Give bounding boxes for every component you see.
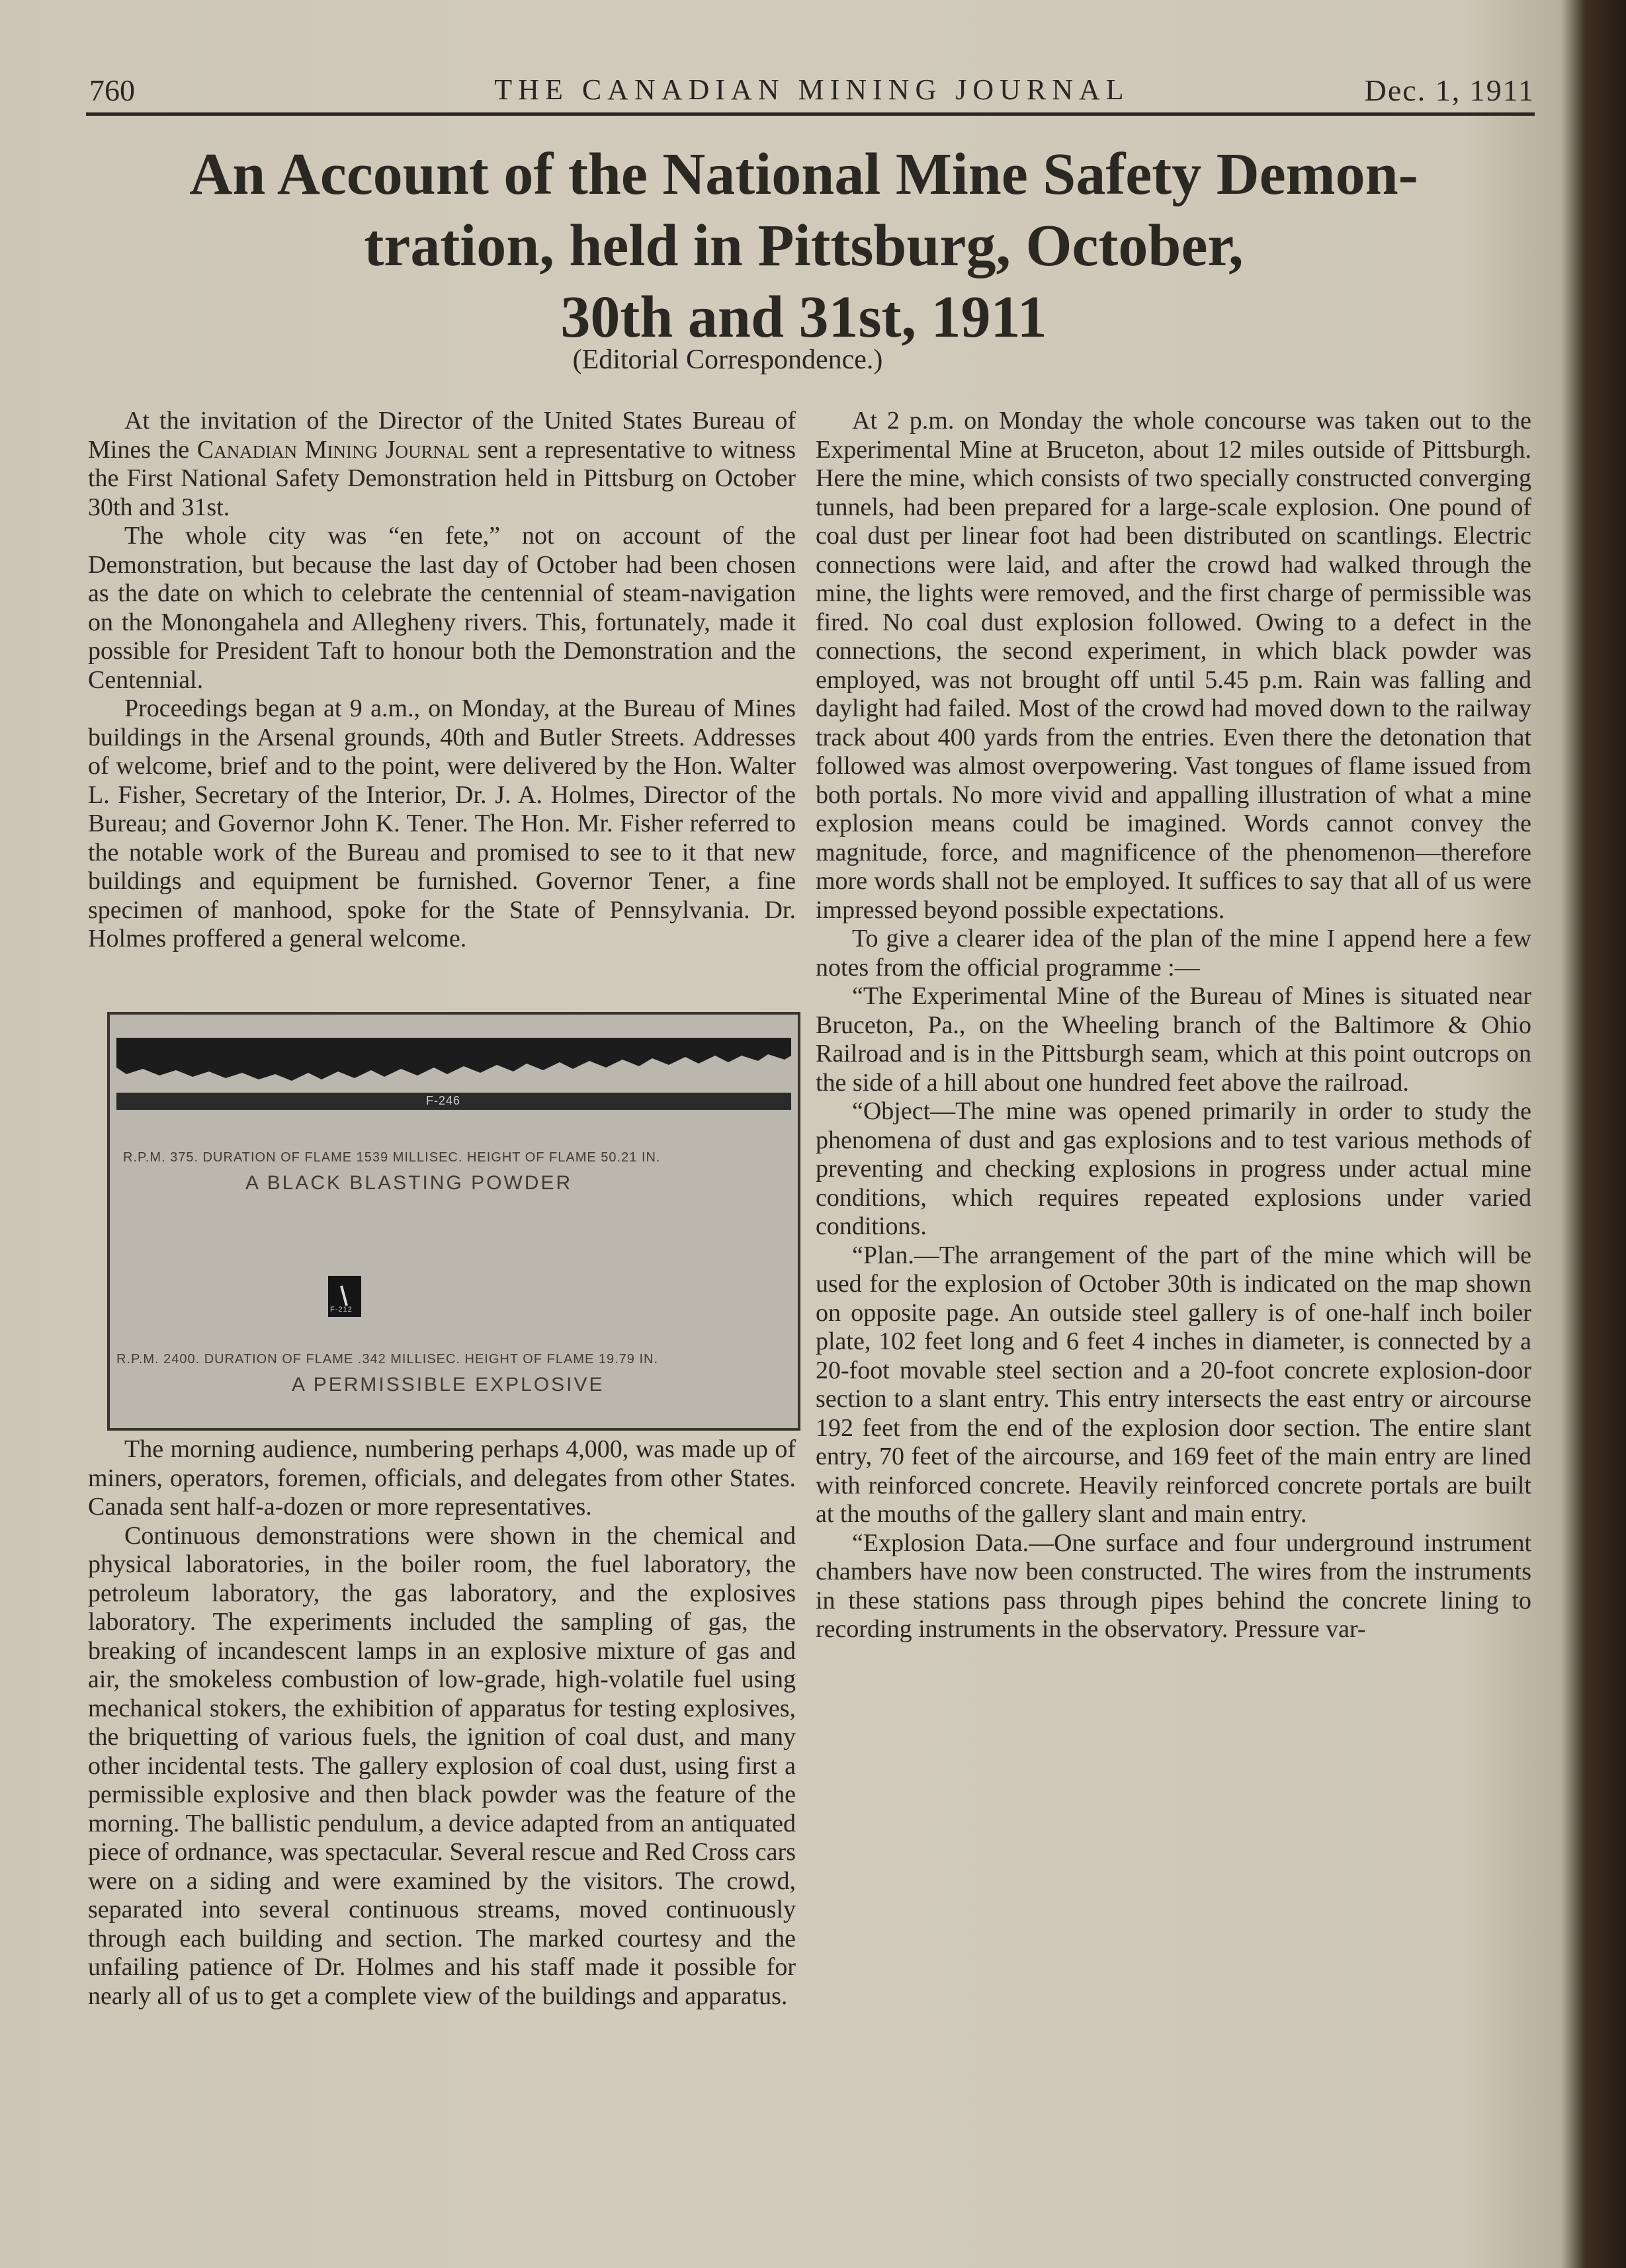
col1-paragraph-4: The morning audience, numbering perhaps 4,000, was made up of miners, operators, foremen, officials, and delegates from other States. Canada sent half-a-dozen or more representatives. (88, 1435, 796, 1521)
byline: (Editorial Correspondence.) (572, 345, 883, 375)
col1-paragraph-1: At the invitation of the Director of the United States Bureau of Mines the Canadian Mining Journal sent a representative to witness the First National Safety Demonstration held in Pittsburg on October 30th and 31st. (88, 407, 796, 521)
col1-paragraph-5: Continuous demonstrations were shown in the chemical and physical laboratories, in the boiler room, the fuel laboratory, the petroleum laboratory, the gas laboratory, and the explosives laboratory. The experiments included the sampling of gas, the breaking of incandescent lamps in an explosive mixture of gas and air, the smokeless combustion of low-grade, high-volatile fuel using mechanical stokers, the exhibition of apparatus for testing explosives, the briquetting of various fuels, the ignition of coal dust, and many other incidental tests. The gallery explosion of coal dust, using first a permissible explosive and then black powder was the feature of the morning. The ballistic pendulum, a device adapted from an antiquated piece of ordnance, was spectacular. Several rescue and Red Cross cars were on a siding and were examined by the visitors. The crowd, separated into several continuous streams, moved continuously through each building and section. The marked courtesy and the unfailing patience of Dr. Holmes and his staff made it possible for nearly all of us to get a complete view of the buildings and apparatus. (88, 1521, 796, 2010)
col1-paragraph-2: The whole city was “en fete,” not on account of the Demonstration, but because the last day of October had been chosen as the date on which to celebrate the centennial of steam-navigation on the Monongahela and Allegheny rivers. This, fortunately, made it possible for President Taft to honour both the Demonstration and the Centennial. (88, 522, 796, 694)
col2-paragraph-2: To give a clearer idea of the plan of the mine I append here a few notes from the official programme :— (816, 925, 1531, 982)
issue-date: Dec. 1, 1911 (1364, 73, 1535, 107)
record-1-label: F-246 (426, 1094, 461, 1107)
article-title (93, 139, 1515, 353)
col1-paragraph-3: Proceedings began at 9 a.m., on Monday, at the Bureau of Mines buildings in the Arsenal grounds, 40th and Butler Streets. Addresses of welcome, brief and to the point, were delivered by the Hon. Walter L. Fisher, Secretary of the Interior, Dr. J. A. Holmes, Director of the Bureau; and Governor John K. Tener. The Hon. Mr. Fisher referred to the notable work of the Bureau and promised to see to it that new buildings and equipment be furnished. Governor Tener, a fine specimen of manhood, spoke for the State of Pennsylvania. Dr. Holmes proffered a general welcome. (88, 694, 796, 952)
header-rule (86, 112, 1535, 116)
record-1-title: A BLACK BLASTING POWDER (245, 1172, 573, 1194)
page-number: 760 (89, 73, 135, 107)
title-line-1: An Account of the National Mine Safety Demon- (189, 142, 1418, 207)
column-1-top (88, 407, 796, 989)
column-1-bottom (88, 1435, 796, 2143)
record-2-caption: R.P.M. 2400. DURATION OF FLAME .342 MILLISEC. HEIGHT OF FLAME 19.79 IN. (116, 1352, 658, 1366)
col2-paragraph-4: “Object—The mine was opened primarily in order to study the phenomena of dust and gas explosions and to test various methods of preventing and checking explosions in progress under actual mine conditions, which requires repeated explosions under varied conditions. (816, 1097, 1531, 1240)
flame-record-figure (107, 1012, 800, 1431)
title-line-2: tration, held in Pittsburg, October, (364, 213, 1244, 278)
journal-name-inline: Canadian Mining Journal (196, 435, 470, 464)
journal-name: THE CANADIAN MINING JOURNAL (494, 73, 1130, 106)
column-2 (816, 407, 1531, 2150)
col2-paragraph-6: “Explosion Data.—One surface and four underground instrument chambers have now been constructed. The wires from the instruments in these stations pass through pipes behind the concrete lining to recording instruments in the observatory. Pressure var- (816, 1529, 1531, 1643)
record-2-label: F-212 (330, 1306, 353, 1314)
col2-paragraph-1: At 2 p.m. on Monday the whole concourse was taken out to the Experimental Mine at Bruceton, about 12 miles outside of Pittsburgh. Here the mine, which consists of two specially constructed converging tunnels, had been prepared for a large-scale explosion. One pound of coal dust per linear foot had been distributed on scantlings. Electric connections were laid, and after the crowd had walked through the mine, the lights were removed, and the first charge of permissible was fired. No coal dust explosion followed. Owing to a defect in the connections, the second experiment, in which black powder was employed, was not brought off until 5.45 p.m. Rain was falling and daylight had failed. Most of the crowd had moved down to the railway track about 400 yards from the entries. Even there the detonation that followed was almost overpowering. Vast tongues of flame issued from both portals. No more vivid and appalling illustration of what a mine explosion means could be imagined. Words cannot convey the magnitude, force, and magnificence of the phenomenon—therefore more words shall not be employed. It suffices to say that all of us were impressed beyond possible expectations. (816, 407, 1531, 924)
col2-paragraph-5: “Plan.—The arrangement of the part of the mine which will be used for the explosion of October 30th is indicated on the map shown on opposite page. An outside steel gallery is of one-half inch boiler plate, 102 feet long and 6 feet 4 inches in diameter, is connected by a 20-foot movable steel section and a 20-foot concrete explosion-door section to a slant entry. This entry intersects the east entry or aircourse 192 feet from the end of the explosion door section. The entire slant entry, 70 feet of the aircourse, and 169 feet of the main entry are lined with reinforced concrete. Heavily reinforced concrete portals are built at the mouths of the gallery slant and main entry. (816, 1241, 1531, 1528)
col2-paragraph-3: “The Experimental Mine of the Bureau of Mines is situated near Bruceton, Pa., on the Wheeling branch of the Baltimore & Ohio Railroad and is in the Pittsburgh seam, which at this point outcrops on the side of a hill about one hundred feet above the railroad. (816, 982, 1531, 1097)
title-line-3: 30th and 31st, 1911 (560, 284, 1047, 350)
running-head (89, 73, 1535, 112)
record-1-caption: R.P.M. 375. DURATION OF FLAME 1539 MILLISEC. HEIGHT OF FLAME 50.21 IN. (123, 1150, 661, 1165)
record-2-title: A PERMISSIBLE EXPLOSIVE (292, 1374, 605, 1396)
